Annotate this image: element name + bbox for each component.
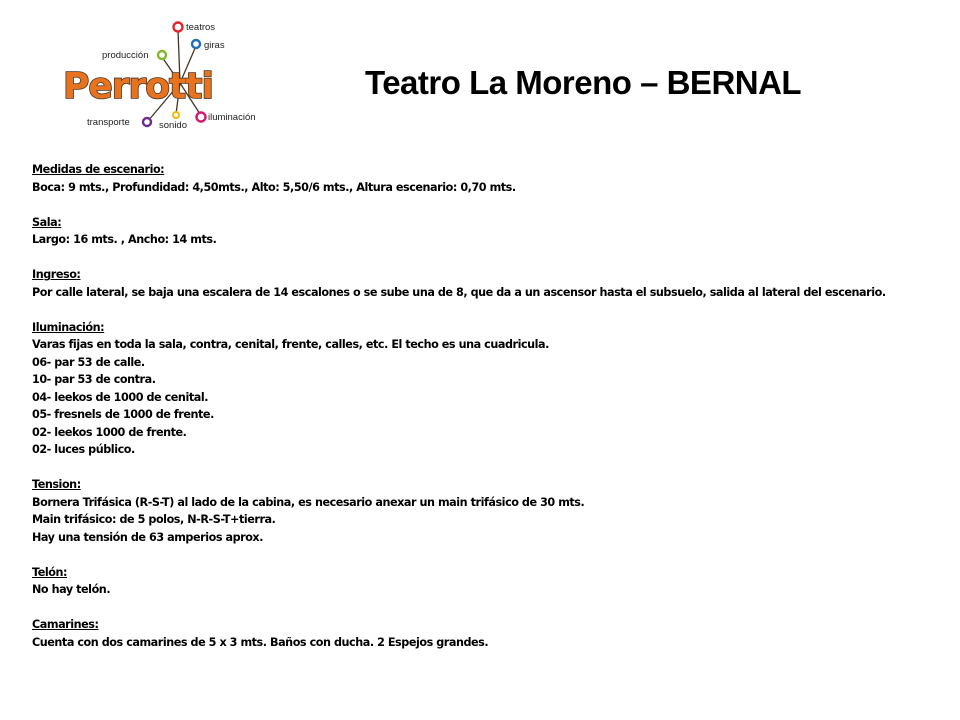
logo-graphic <box>60 16 270 136</box>
section-tension <box>32 476 932 546</box>
section-heading: Sala: <box>32 215 62 229</box>
section-camarines <box>32 616 932 651</box>
teatros-dot-icon <box>174 23 183 32</box>
section-heading: Iluminación: <box>32 320 105 334</box>
section-heading: Medidas de escenario: <box>32 163 165 176</box>
section-telon <box>32 564 932 599</box>
section-line: No hay telón. <box>32 583 111 596</box>
section-heading: Telón: <box>32 565 67 579</box>
section-line: Cuenta con dos camarines de 5 x 3 mts. Baños con ducha. 2 Espejos grandes. <box>32 635 489 649</box>
svg-text:producción: producción <box>102 50 149 61</box>
section-line: 10- par 53 de contra. <box>32 373 156 386</box>
page-title: Teatro La Moreno – BERNAL <box>365 64 802 101</box>
section-sala <box>32 214 932 249</box>
section-line: 06- par 53 de calle. <box>32 355 145 369</box>
section-line: 02- luces público. <box>32 443 135 456</box>
section-line: 02- leekos 1000 de frente. <box>32 425 187 439</box>
transporte-dot-icon <box>143 118 151 126</box>
svg-text:transporte: transporte <box>87 117 130 128</box>
section-line: 04- leekos de 1000 de cenital. <box>32 390 209 404</box>
produccion-dot-icon <box>158 51 166 59</box>
section-heading: Tension: <box>32 478 81 491</box>
svg-text:giras: giras <box>204 40 225 51</box>
section-line: 05- fresnels de 1000 de frente. <box>32 408 214 421</box>
technical-sheet <box>32 161 932 669</box>
giras-dot-icon <box>192 40 200 48</box>
section-iluminacion <box>32 319 932 459</box>
section-line: Boca: 9 mts., Profundidad: 4,50mts., Alto: 5,50/6 mts., Altura escenario: 0,70 mts. <box>32 180 516 194</box>
iluminacion-dot-icon <box>197 113 206 122</box>
svg-text:iluminación: iluminación <box>208 112 256 123</box>
section-heading: Camarines: <box>32 618 99 631</box>
section-line: Hay una tensión de 63 amperios aprox. <box>32 530 263 544</box>
section-line: Varas fijas en toda la sala, contra, cenital, frente, calles, etc. El techo es una cuadricula. <box>32 338 549 351</box>
section-ingreso <box>32 266 932 301</box>
section-heading: Ingreso: <box>32 268 81 281</box>
section-line: Bornera Trifásica (R-S-T) al lado de la cabina, es necesario anexar un main trifásico de 30 mts. <box>32 495 585 509</box>
perrotti-logo <box>60 16 270 136</box>
brand-wordmark: Perrotti <box>63 66 213 107</box>
section-line: Main trifásico: de 5 polos, N-R-S-T+tierra. <box>32 513 276 526</box>
svg-text:teatros: teatros <box>186 22 216 33</box>
section-line: Largo: 16 mts. , Ancho: 14 mts. <box>32 233 217 246</box>
svg-text:sonido: sonido <box>159 120 187 131</box>
section-line: Por calle lateral, se baja una escalera de 14 escalones o se sube una de 8, que da a un ascensor hasta el subsuelo, salida al lateral del escenario. <box>32 285 886 299</box>
section-medidas <box>32 161 932 196</box>
sonido-dot-icon <box>173 112 179 118</box>
